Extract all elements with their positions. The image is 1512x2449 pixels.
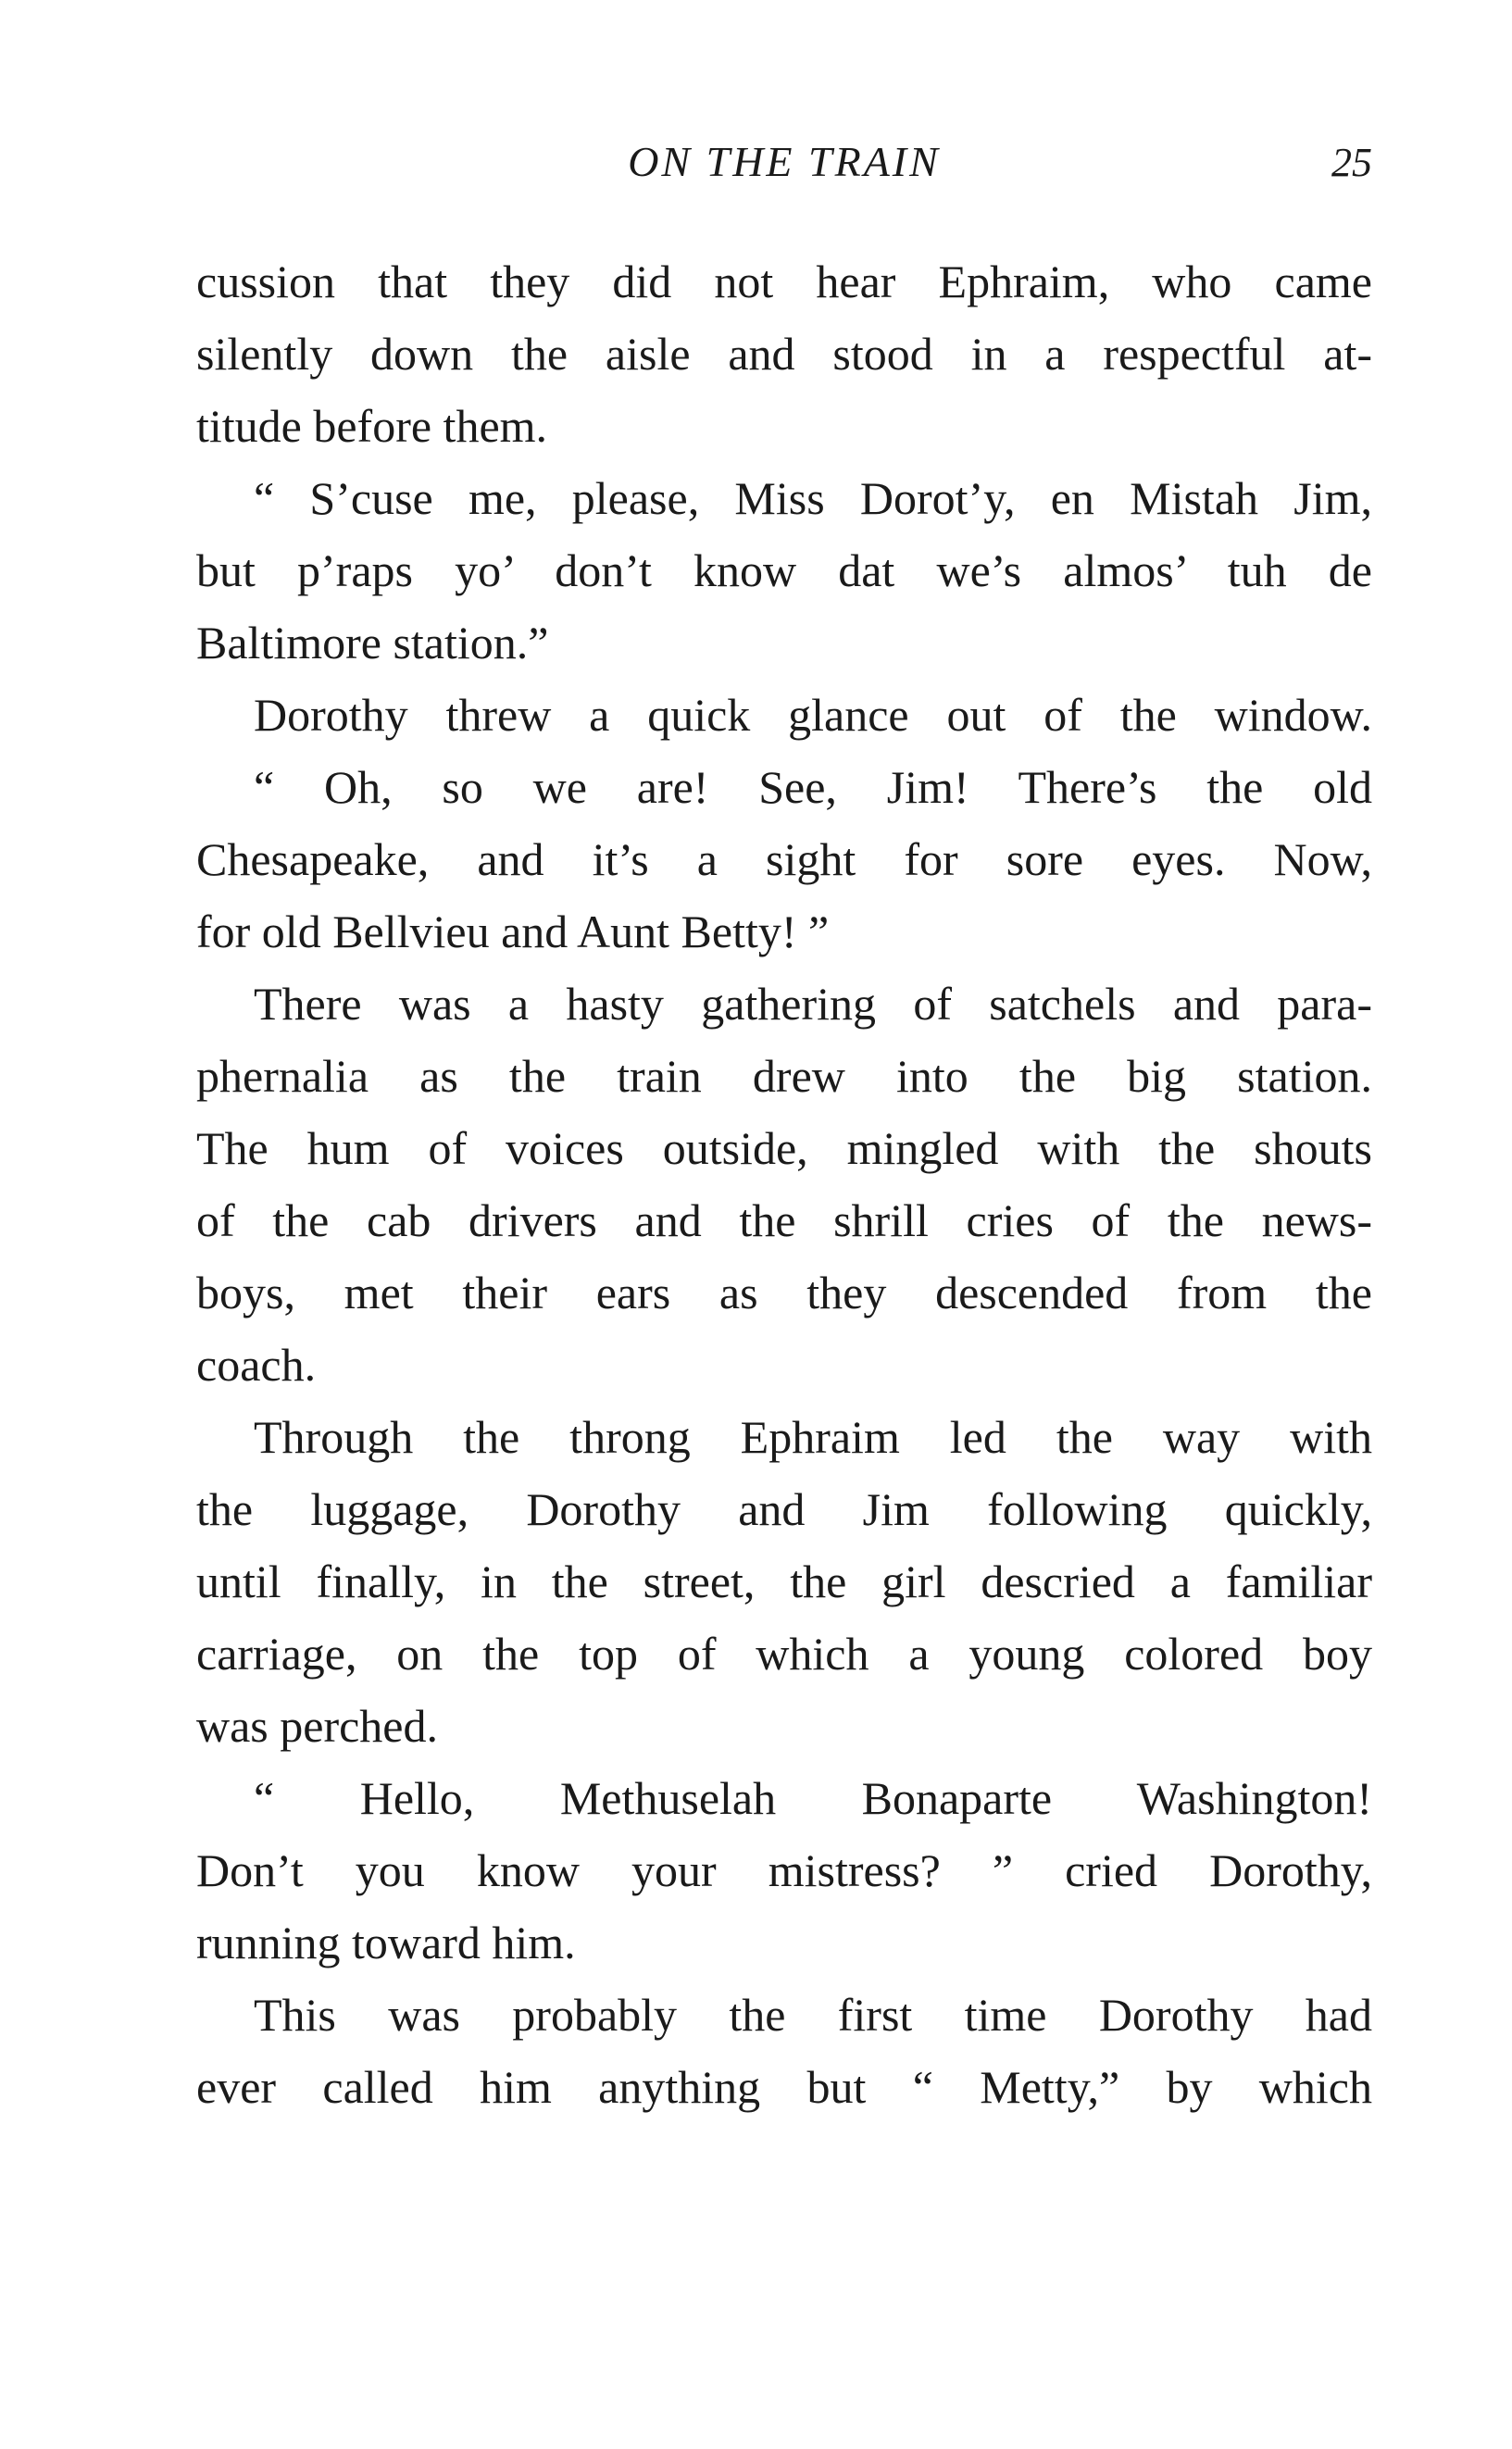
text-line: ever called him anything but “ Metty,” by which: [196, 2061, 1372, 2113]
text-line: “ Hello, Methuselah Bonaparte Washington!: [254, 1772, 1372, 1824]
text-line: coach.: [196, 1339, 317, 1391]
text-line: for old Bellvieu and Aunt Betty! ”: [196, 906, 830, 957]
text-line: carriage, on the top of which a young colored boy: [196, 1628, 1372, 1680]
text-line: The hum of voices outside, mingled with the shouts: [196, 1122, 1372, 1174]
text-line: There was a hasty gathering of satchels and para-: [254, 978, 1372, 1030]
text-line: phernalia as the train drew into the big station.: [196, 1050, 1372, 1102]
text-line: “ Oh, so we are! See, Jim! There’s the old: [254, 761, 1372, 813]
text-line: the luggage, Dorothy and Jim following quickly,: [196, 1483, 1372, 1535]
text-line: running toward him.: [196, 1917, 576, 1968]
running-title: ON THE TRAIN: [628, 138, 941, 185]
text-line: of the cab drivers and the shrill cries of the news-: [196, 1194, 1372, 1246]
body-text: [196, 245, 1372, 2123]
text-line: Baltimore station.”: [196, 617, 549, 668]
text-line: This was probably the first time Dorothy had: [254, 1989, 1372, 2041]
text-line: was perched.: [196, 1700, 438, 1752]
text-line: Through the throng Ephraim led the way with: [254, 1411, 1372, 1463]
text-line: “ S’cuse me, please, Miss Dorot’y, en Mistah Jim,: [254, 472, 1372, 524]
text-line: silently down the aisle and stood in a respectful at-: [196, 328, 1372, 380]
text-line: titude before them.: [196, 400, 548, 452]
text-line: but p’raps yo’ don’t know dat we’s almos’ tuh de: [196, 544, 1372, 596]
running-head: [196, 137, 1372, 202]
text-line: until finally, in the street, the girl descried a familiar: [196, 1556, 1372, 1607]
text-line: Dorothy threw a quick glance out of the window.: [254, 689, 1372, 741]
text-line: boys, met their ears as they descended from the: [196, 1267, 1372, 1318]
text-line: cussion that they did not hear Ephraim, who came: [196, 256, 1372, 307]
text-line: Don’t you know your mistress? ” cried Dorothy,: [196, 1844, 1372, 1896]
text-line: Chesapeake, and it’s a sight for sore eyes. Now,: [196, 833, 1372, 885]
page-number: 25: [1331, 140, 1372, 185]
